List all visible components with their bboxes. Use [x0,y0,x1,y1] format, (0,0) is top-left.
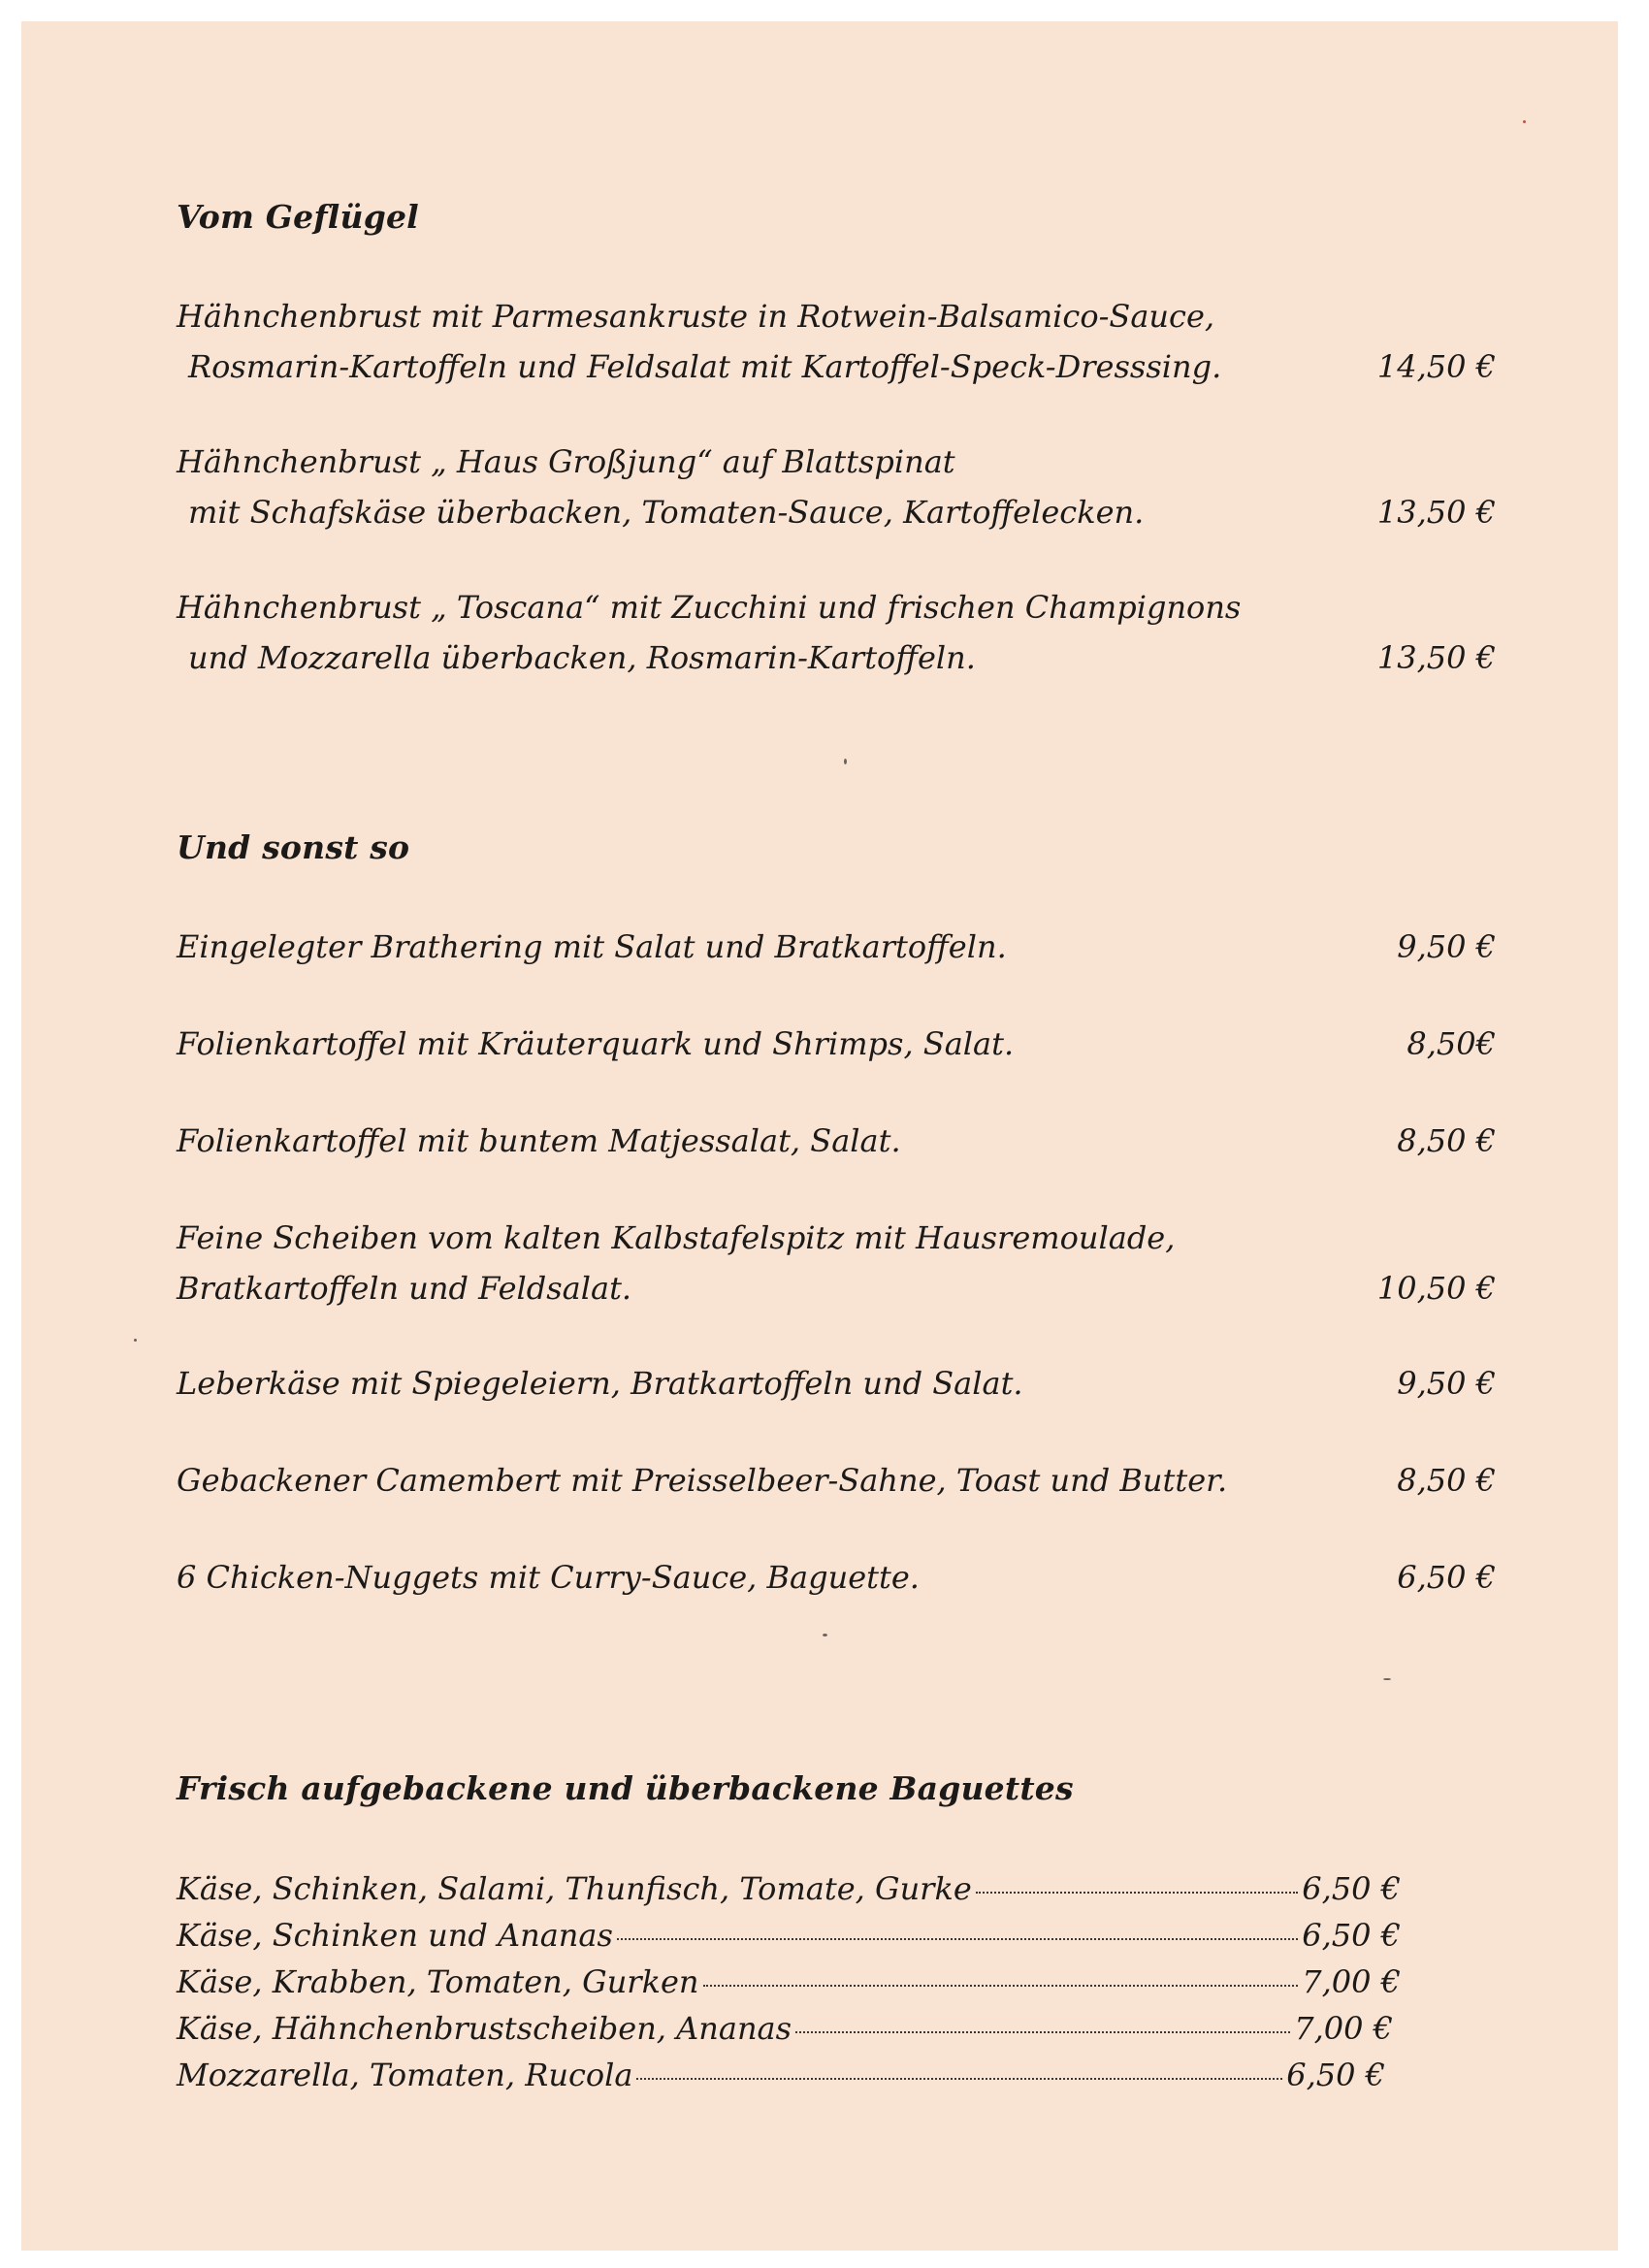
item-price: 8,50 € [1397,1122,1496,1159]
item-line: Feine Scheiben vom kalten Kalbstafelspitz mit Hausremoulade, [177,1219,1176,1256]
item-line: Hähnchenbrust „ Haus Großjung“ auf Blattspinat [177,443,955,480]
baguette-row [177,1917,1401,1963]
baguette-row [177,1963,1401,2010]
item-price: 13,50 € [1376,494,1496,531]
item-line: Folienkartoffel mit buntem Matjessalat, Salat. [177,1122,901,1159]
item-price: 6,50 € [1397,1559,1496,1596]
item-line: Eingelegter Brathering mit Salat und Bratkartoffeln. [177,928,1007,965]
section-heading: Vom Geflügel [177,198,419,236]
item-line: mit Schafskäse überbacken, Tomaten-Sauce, Kartoffelecken. [188,494,1145,531]
menu-item [177,1358,1496,1409]
item-price: 9,50 € [1397,928,1496,965]
baguette-price: 7,00 € [1302,1963,1401,2000]
baguette-name: Mozzarella, Tomaten, Rucola [177,2057,633,2093]
dot-leader [617,1938,1298,1940]
item-line: Leberkäse mit Spiegeleiern, Bratkartoffeln und Salat. [177,1365,1023,1402]
item-line: und Mozzarella überbacken, Rosmarin-Kartoffeln. [188,639,976,676]
menu-item [177,1116,1496,1166]
scan-speck [823,1634,827,1636]
item-price: 9,50 € [1397,1365,1496,1402]
item-price: 8,50 € [1397,1462,1496,1499]
baguette-price: 6,50 € [1302,1870,1401,1907]
dot-leader [795,2031,1290,2033]
baguette-name: Käse, Krabben, Tomaten, Gurken [177,1963,699,2000]
menu-item [177,1213,1496,1313]
item-price: 10,50 € [1376,1270,1496,1307]
baguette-price: 6,50 € [1302,1917,1401,1954]
baguette-price: 6,50 € [1286,2057,1385,2093]
item-price: 13,50 € [1376,639,1496,676]
scan-speck [1523,120,1526,123]
menu-item [177,1455,1496,1506]
baguette-name: Käse, Schinken und Ananas [177,1917,613,1954]
baguette-row [177,2057,1385,2103]
menu-item [177,582,1496,683]
section-heading: Und sonst so [177,828,410,866]
dot-leader [976,1892,1298,1894]
baguette-name: Käse, Hähnchenbrustscheiben, Ananas [177,2010,792,2047]
dot-leader [636,2078,1282,2080]
scan-speck [134,1339,137,1342]
menu-item [177,1552,1496,1603]
dot-leader [703,1985,1299,1987]
menu-page [21,21,1618,2251]
baguette-row [177,2010,1393,2057]
item-line: Rosmarin-Kartoffeln und Feldsalat mit Kartoffel-Speck-Dresssing. [188,348,1222,385]
item-price: 8,50€ [1406,1025,1496,1062]
item-line: Hähnchenbrust „ Toscana“ mit Zucchini und frischen Champignons [177,589,1242,626]
scan-speck [1383,1678,1391,1680]
item-price: 14,50 € [1376,348,1496,385]
scan-speck [844,759,847,764]
item-line: Bratkartoffeln und Feldsalat. [177,1270,632,1307]
menu-item [177,291,1496,392]
menu-item [177,437,1496,537]
menu-item [177,922,1496,972]
baguette-row [177,1870,1401,1917]
item-line: Gebackener Camembert mit Preisselbeer-Sahne, Toast und Butter. [177,1462,1228,1499]
item-line: Hähnchenbrust mit Parmesankruste in Rotwein-Balsamico-Sauce, [177,298,1215,335]
baguette-name: Käse, Schinken, Salami, Thunfisch, Tomate, Gurke [177,1870,972,1907]
baguette-price: 7,00 € [1294,2010,1393,2047]
section-heading: Frisch aufgebackene und überbackene Baguettes [177,1769,1074,1807]
item-line: Folienkartoffel mit Kräuterquark und Shrimps, Salat. [177,1025,1015,1062]
menu-item [177,1019,1496,1069]
item-line: 6 Chicken-Nuggets mit Curry-Sauce, Baguette. [177,1559,920,1596]
